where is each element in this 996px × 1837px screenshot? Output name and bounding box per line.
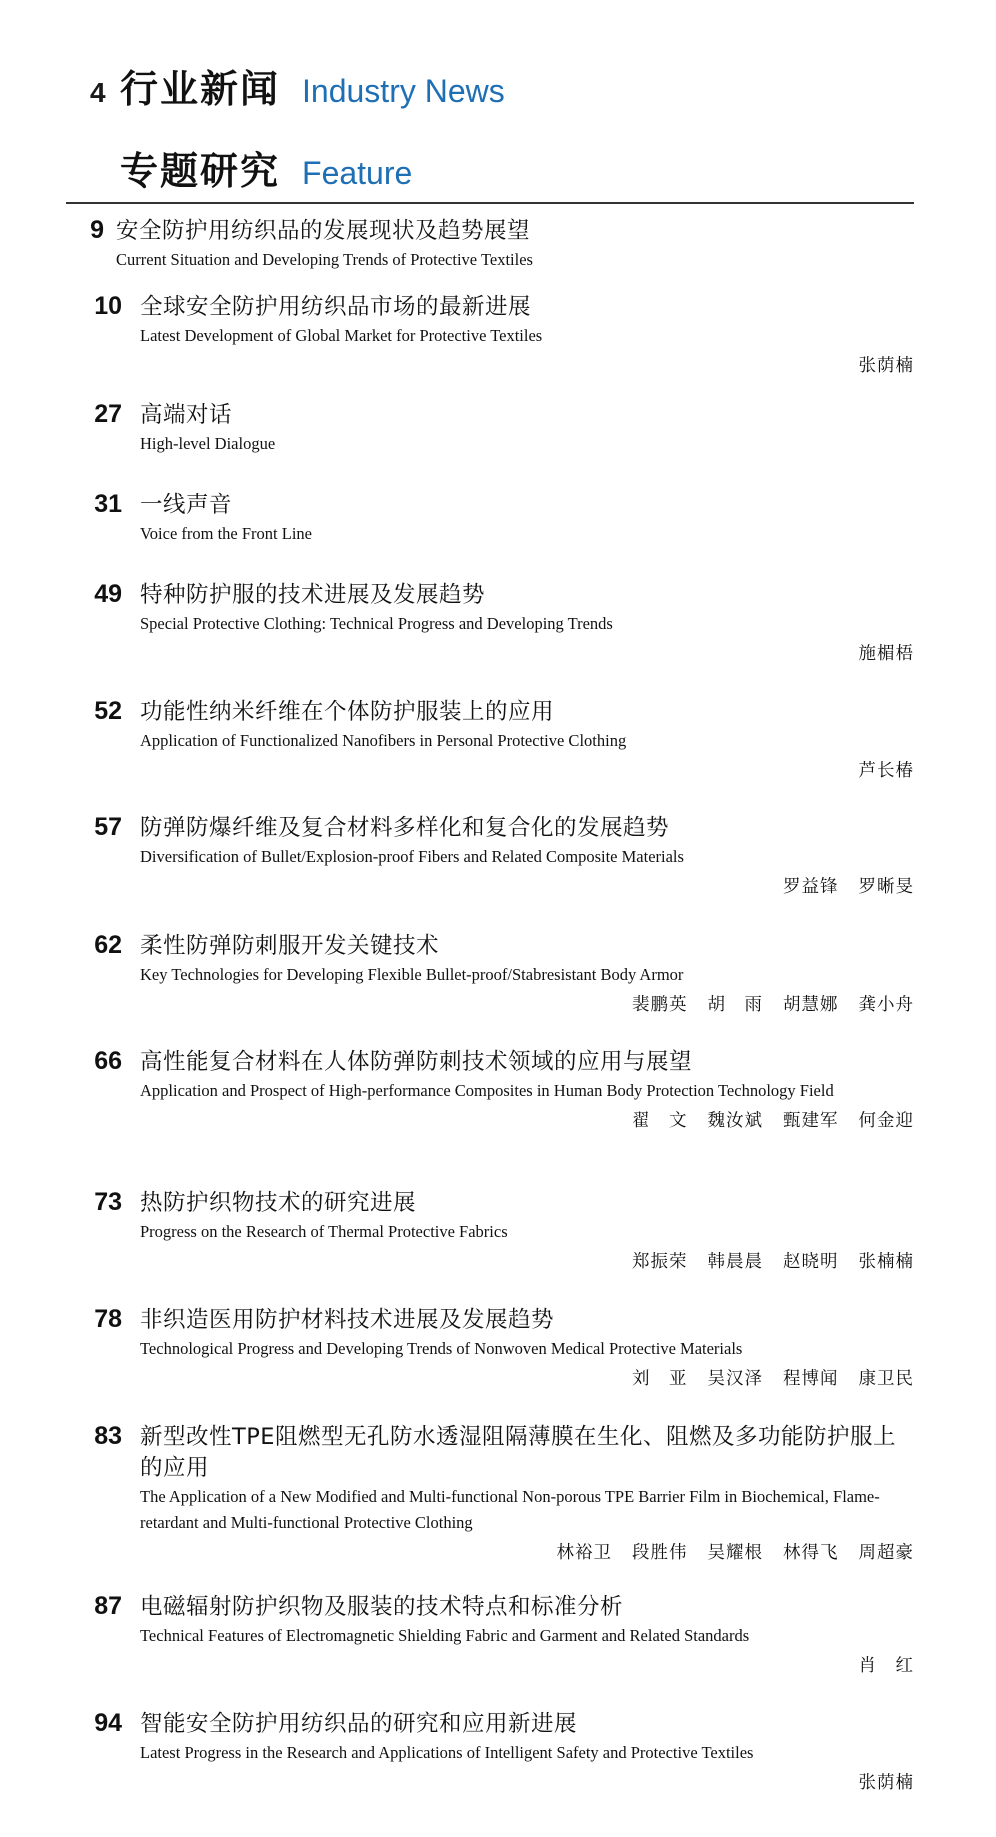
toc-entry[interactable] — [66, 1422, 914, 1567]
author-name: 翟 文 — [632, 1111, 688, 1131]
author-name: 康卫民 — [858, 1369, 914, 1389]
toc-entry[interactable] — [66, 580, 914, 668]
entry-title-en: Application of Functionalized Nanofibers in Personal Protective Clothing — [140, 731, 627, 750]
entry-title-en: Application and Prospect of High-performance Composites in Human Body Protection Technology Field — [140, 1081, 834, 1100]
author-name: 胡 雨 — [707, 995, 763, 1015]
page-number: 49 — [94, 580, 122, 608]
entry-title-zh: 一线声音 — [140, 492, 233, 518]
author-name: 林裕卫 — [556, 1543, 612, 1563]
entry-authors — [140, 1248, 914, 1276]
section-feature — [90, 140, 412, 195]
author-name: 肖 红 — [858, 1656, 914, 1676]
page-number: 57 — [94, 813, 122, 841]
entry-title-en: Special Protective Clothing: Technical Progress and Developing Trends — [140, 614, 613, 633]
author-name: 张荫楠 — [858, 1773, 914, 1793]
toc-entry[interactable] — [66, 813, 914, 901]
author-name: 甄建军 — [783, 1111, 839, 1131]
entry-title-zh: 特种防护服的技术进展及发展趋势 — [140, 582, 486, 608]
entry-title-en: Progress on the Research of Thermal Protective Fabrics — [140, 1222, 508, 1241]
entry-body — [140, 1188, 914, 1276]
entry-title-zh: 柔性防弹防刺服开发关键技术 — [140, 933, 440, 959]
entry-body — [140, 1422, 914, 1567]
section-title-zh: 专题研究 — [120, 149, 281, 193]
author-name: 程博闻 — [783, 1369, 839, 1389]
page-number: 94 — [94, 1709, 122, 1737]
entry-authors — [140, 873, 914, 901]
page-number: 27 — [94, 400, 122, 428]
author-name: 周超豪 — [858, 1543, 914, 1563]
page-number: 9 — [90, 216, 104, 244]
toc-entry[interactable] — [66, 1305, 914, 1393]
author-name: 韩晨晨 — [707, 1252, 763, 1272]
entry-title-en: Latest Progress in the Research and Applications of Intelligent Safety and Protective Textiles — [140, 1743, 754, 1762]
entry-body — [140, 1592, 914, 1680]
section-title-zh: 行业新闻 — [120, 67, 281, 111]
entry-authors — [140, 1365, 914, 1393]
entry-body — [140, 1047, 914, 1135]
author-name: 裴鹏英 — [632, 995, 688, 1015]
page-number: 62 — [94, 931, 122, 959]
page-number: 78 — [94, 1305, 122, 1333]
entry-body — [140, 490, 914, 547]
entry-authors — [140, 1652, 914, 1680]
author-name: 胡慧娜 — [783, 995, 839, 1015]
author-name: 刘 亚 — [632, 1369, 688, 1389]
toc-entry[interactable] — [66, 400, 914, 457]
page-number: 66 — [94, 1047, 122, 1075]
entry-title-en: Current Situation and Developing Trends of Protective Textiles — [116, 250, 533, 269]
entry-body — [140, 931, 914, 1019]
entry-authors — [140, 1769, 914, 1797]
author-name: 何金迎 — [858, 1111, 914, 1131]
entry-title-en: Diversification of Bullet/Explosion-proof Fibers and Related Composite Materials — [140, 847, 684, 866]
section-title-en: Industry News — [302, 73, 505, 109]
section-divider — [66, 202, 914, 204]
entry-body — [140, 580, 914, 668]
entry-authors — [140, 352, 914, 380]
author-name: 郑振荣 — [632, 1252, 688, 1272]
author-name: 张荫楠 — [858, 356, 914, 376]
entry-title-zh: 全球安全防护用纺织品市场的最新进展 — [140, 294, 532, 320]
entry-title-zh: 高性能复合材料在人体防弹防刺技术领域的应用与展望 — [140, 1049, 693, 1075]
entry-title-zh: 安全防护用纺织品的发展现状及趋势展望 — [116, 218, 531, 244]
entry-body — [140, 697, 914, 785]
entry-title-zh: 新型改性TPE阻燃型无孔防水透湿阻隔薄膜在生化、阻燃及多功能防护服上的应用 — [140, 1424, 897, 1481]
toc-entry[interactable] — [66, 1709, 914, 1797]
author-name: 吴耀根 — [707, 1543, 763, 1563]
entry-title-zh: 高端对话 — [140, 402, 233, 428]
page-number: 73 — [94, 1188, 122, 1216]
author-name: 芦长椿 — [858, 761, 914, 781]
entry-title-en: Key Technologies for Developing Flexible Bullet-proof/Stabresistant Body Armor — [140, 965, 684, 984]
page-number: 52 — [94, 697, 122, 725]
entry-title-zh: 电磁辐射防护织物及服装的技术特点和标准分析 — [140, 1594, 624, 1620]
entry-title-zh: 防弹防爆纤维及复合材料多样化和复合化的发展趋势 — [140, 815, 670, 841]
entry-body — [140, 1709, 914, 1797]
page-number: 83 — [94, 1422, 122, 1450]
section-page-number: 4 — [90, 77, 106, 108]
entry-title-en: High-level Dialogue — [140, 434, 276, 453]
author-name: 赵晓明 — [783, 1252, 839, 1272]
toc-entry[interactable] — [66, 1047, 914, 1135]
entry-authors — [140, 757, 914, 785]
entry-title-en: Technological Progress and Developing Trends of Nonwoven Medical Protective Materials — [140, 1339, 743, 1358]
author-name: 林得飞 — [783, 1543, 839, 1563]
entry-title-zh: 非织造医用防护材料技术进展及发展趋势 — [140, 1307, 555, 1333]
author-name: 龚小舟 — [858, 995, 914, 1015]
entry-title-zh: 功能性纳米纤维在个体防护服装上的应用 — [140, 699, 555, 725]
entry-body — [140, 813, 914, 901]
entry-title-zh: 热防护织物技术的研究进展 — [140, 1190, 417, 1216]
section-title-en: Feature — [302, 155, 413, 191]
entry-title-en: Voice from the Front Line — [140, 524, 312, 543]
toc-entry[interactable] — [66, 490, 914, 547]
page-number: 31 — [94, 490, 122, 518]
author-name: 施楣梧 — [858, 644, 914, 664]
entry-title-en: Technical Features of Electromagnetic Shielding Fabric and Garment and Related Standards — [140, 1626, 750, 1645]
page-number: 87 — [94, 1592, 122, 1620]
author-name: 罗晰旻 — [858, 877, 914, 897]
entry-title-en: The Application of a New Modified and Multi-functional Non-porous TPE Barrier Film in Biochemical, Flame-retardant and Multi-functional Protective Clothing — [140, 1487, 880, 1532]
entry-title-zh: 智能安全防护用纺织品的研究和应用新进展 — [140, 1711, 578, 1737]
entry-authors — [140, 1107, 914, 1135]
author-name: 张楠楠 — [858, 1252, 914, 1272]
toc-entry[interactable] — [66, 1592, 914, 1680]
author-name: 魏汝斌 — [707, 1111, 763, 1131]
author-name: 罗益锋 — [783, 877, 839, 897]
entry-body — [116, 216, 914, 273]
toc-entry[interactable] — [66, 1188, 914, 1276]
toc-entry[interactable] — [66, 216, 914, 273]
author-name: 吴汉泽 — [707, 1369, 763, 1389]
entry-body — [140, 1305, 914, 1393]
entry-authors — [140, 640, 914, 668]
page-number: 10 — [94, 292, 122, 320]
toc-entry[interactable] — [66, 292, 914, 380]
toc-entry[interactable] — [66, 697, 914, 785]
entry-body — [140, 292, 914, 380]
entry-body — [140, 400, 914, 457]
toc-entry[interactable] — [66, 931, 914, 1019]
entry-authors — [140, 991, 914, 1019]
section-industry-news — [90, 58, 505, 113]
entry-authors — [140, 1539, 914, 1567]
entry-title-en: Latest Development of Global Market for Protective Textiles — [140, 326, 543, 345]
author-name: 段胜伟 — [632, 1543, 688, 1563]
